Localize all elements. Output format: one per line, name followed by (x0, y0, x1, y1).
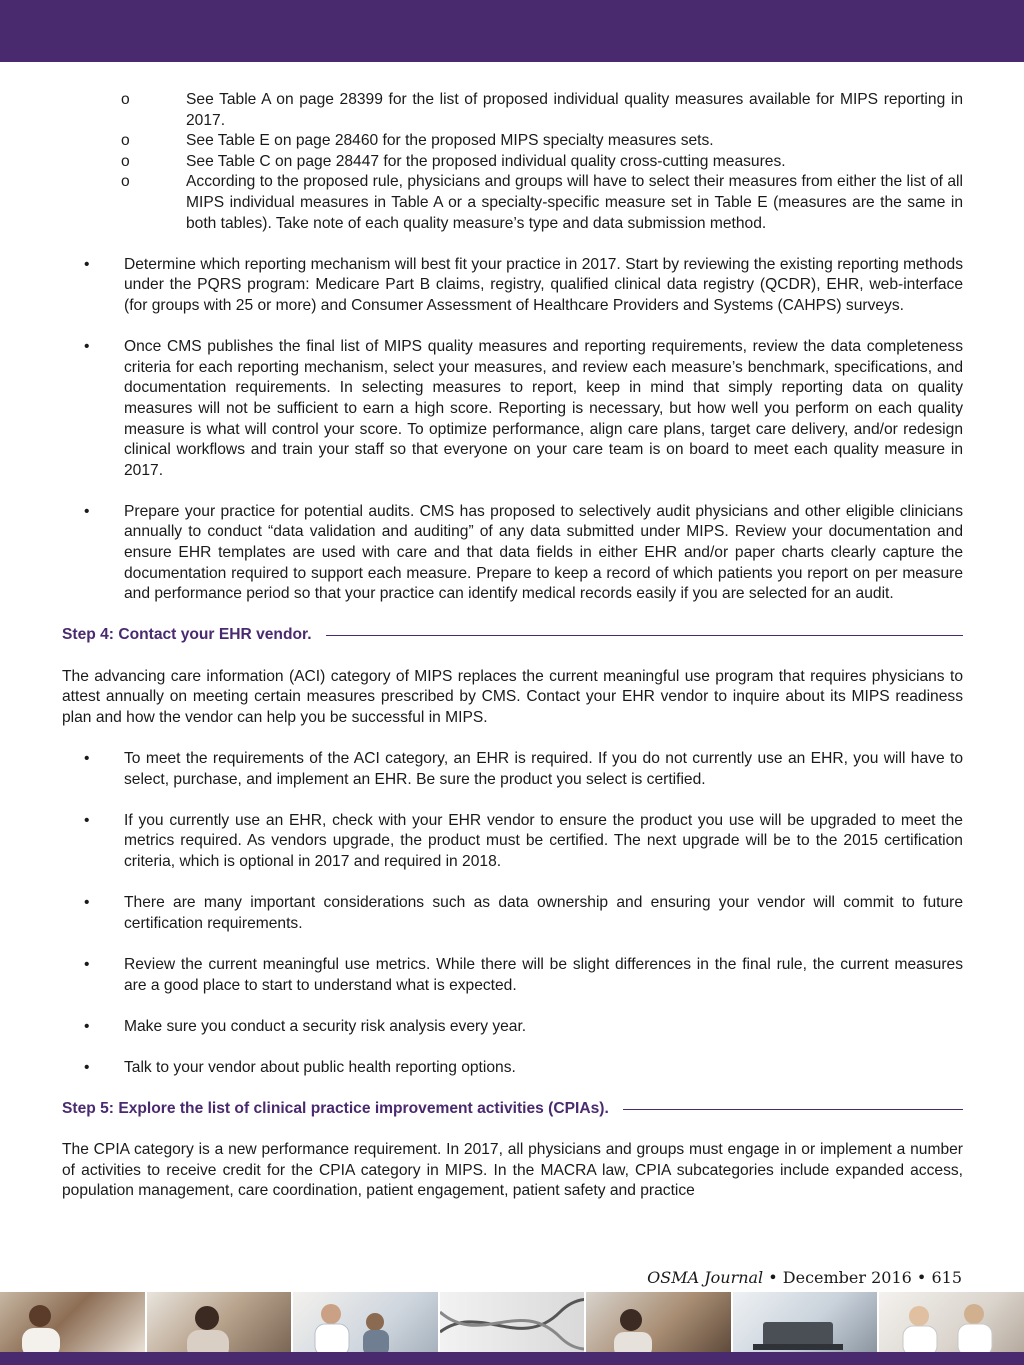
sub-list-text: See Table E on page 28460 for the proposed MIPS specialty measures sets. (186, 132, 714, 150)
page-footer (647, 1268, 962, 1287)
page-number: 615 (931, 1268, 962, 1287)
sub-list-text: See Table A on page 28399 for the list of proposed individual quality measures available for MIPS reporting in 2017. (186, 91, 963, 129)
bullet-text: There are many important considerations such as data ownership and ensuring your vendor will commit to future certification requirements. (124, 894, 963, 932)
step-5-intro: The CPIA category is a new performance requirement. In 2017, all physicians and groups must engage in or implement a number of activities to receive credit for the CPIA category in MIPS. In the MACRA law, CPIA subcategories include expanded access, population management, care coordination, patient engagement, patient safety and practice (62, 1141, 963, 1200)
bullet-item (62, 811, 963, 873)
sub-list-text: According to the proposed rule, physicians and groups will have to select their measures from either the list of all MIPS individual measures in Table A or a specialty-specific measure set in Table E (measures are the same in both tables). Take note of each quality measure’s type and data submission method. (186, 173, 963, 232)
sub-list-marker: o (121, 91, 130, 108)
photo-laptop-hands (733, 1292, 880, 1352)
sub-list-text: See Table C on page 28447 for the proposed individual quality cross-cutting measures. (186, 152, 786, 170)
bullet-text: Prepare your practice for potential audits. CMS has proposed to selectively audit physicians and other eligible clinicians annually to conduct “data validation and auditing” of any data submitted under MIPS. Review your documentation and ensure EHR templates are used with care and that data fields in either EHR and/or paper charts clearly capture the documentation required to support each measure. Prepare to keep a record of which patients you report on per measure and performance period so that your practice can identify medical records easily if you are selected for an audit. (124, 502, 963, 603)
bullet-item (62, 955, 963, 996)
person-icon (586, 1292, 731, 1352)
photo-strip (0, 1292, 1024, 1352)
photo-doctor-smiling (0, 1292, 147, 1352)
doctor-icon (879, 1292, 1024, 1352)
bullet-marker: • (84, 1058, 90, 1076)
bullet-item (62, 1058, 963, 1079)
bullet-item (62, 255, 963, 317)
bullet-text: Determine which reporting mechanism will best fit your practice in 2017. Start by reviewing the existing reporting methods under the PQRS program: Medicare Part B claims, registry, qualified clinical data registry (QCDR), EHR, web-interface (for groups with 25 or more) and Consumer Assessment of Healthcare Providers and Systems (CAHPS) surveys. (124, 255, 963, 314)
heading-rule (326, 635, 963, 636)
sub-list (62, 90, 963, 234)
footer-bar (0, 1352, 1024, 1365)
sub-list-marker: o (121, 152, 130, 170)
photo-doctors-team (879, 1292, 1024, 1352)
heading-rule (623, 1109, 963, 1110)
bullet-marker: • (84, 1017, 90, 1035)
step-5-heading-text: Step 5: Explore the list of clinical practice improvement activities (CPIAs). (62, 1100, 609, 1118)
journal-name: OSMA Journal (647, 1268, 764, 1287)
bullet-marker: • (84, 955, 90, 973)
issue-date: December 2016 (782, 1268, 912, 1287)
bullet-text: Talk to your vendor about public health reporting options. (124, 1058, 516, 1076)
bullet-text: To meet the requirements of the ACI category, an EHR is required. If you do not currently use an EHR, you will have to select, purchase, and implement an EHR. Be sure the product you select is certified. (124, 750, 963, 788)
sub-list-marker: o (121, 132, 130, 150)
bullet-item (62, 893, 963, 934)
article-body (62, 90, 963, 1202)
photo-doctor-consultation (293, 1292, 440, 1352)
bullet-marker: • (84, 894, 90, 912)
laptop-icon (733, 1292, 878, 1352)
sub-list-item (62, 152, 963, 173)
step-4-intro: The advancing care information (ACI) category of MIPS replaces the current meaningful use program that requires physicians to attest annually on meeting certain measures prescribed by CMS. Contact your EHR vendor to inquire about its MIPS readiness plan and how the vendor can help you be successful in MIPS. (62, 667, 963, 726)
photo-patient-smiling (147, 1292, 294, 1352)
sub-list-item (62, 90, 963, 131)
bullet-text: Once CMS publishes the final list of MIPS quality measures and reporting requirements, review the data completeness criteria for each reporting mechanism, select your measures, and review each measure’s benchmark, specifications, and documentation requirements. In selecting measures to report, keep in mind that simply reporting data on quality measures will not be sufficient to earn a high score. Reporting is necessary, but how well you perform on each quality measure is what will control your score. To optimize performance, align care plans, target care delivery, and/or redesign clinical workflows and train your staff so that everyone on your care team is on board to meet each quality measure in 2017. (124, 338, 963, 479)
step-5-heading (62, 1099, 963, 1120)
bullet-item (62, 1017, 963, 1038)
bullet-item (62, 502, 963, 605)
doctor-icon (293, 1292, 438, 1352)
footer-separator: • (763, 1268, 783, 1287)
photo-dna-helix (440, 1292, 587, 1352)
bullet-marker: • (84, 255, 90, 273)
photo-nurse-elderly-patient (586, 1292, 733, 1352)
bullet-text: If you currently use an EHR, check with your EHR vendor to ensure the product you use will be upgraded to meet the metrics required. As vendors upgrade, the product must be certified. The next upgrade will be to the 2015 certification criteria, which is optional in 2017 and required in 2018. (124, 811, 963, 870)
bullet-item (62, 749, 963, 790)
sub-list-item (62, 131, 963, 152)
step-4-heading (62, 625, 963, 646)
sub-list-marker: o (121, 173, 130, 191)
sub-list-item (62, 172, 963, 234)
bullet-text: Review the current meaningful use metrics. While there will be slight differences in the final rule, the current measures are a good place to start to understand what is expected. (124, 955, 963, 994)
person-icon (0, 1292, 145, 1352)
step-4-heading-text: Step 4: Contact your EHR vendor. (62, 626, 312, 644)
step-4-bullet-list (62, 749, 963, 1079)
bullet-marker: • (84, 338, 90, 356)
dna-icon (440, 1292, 585, 1352)
header-bar (0, 0, 1024, 62)
bullet-text: Make sure you conduct a security risk analysis every year. (124, 1017, 527, 1035)
bullet-list (62, 255, 963, 605)
bullet-item (62, 337, 963, 481)
person-icon (147, 1292, 292, 1352)
bullet-marker: • (84, 750, 90, 767)
bullet-marker: • (84, 502, 90, 520)
footer-separator: • (911, 1268, 932, 1287)
bullet-marker: • (84, 811, 90, 829)
